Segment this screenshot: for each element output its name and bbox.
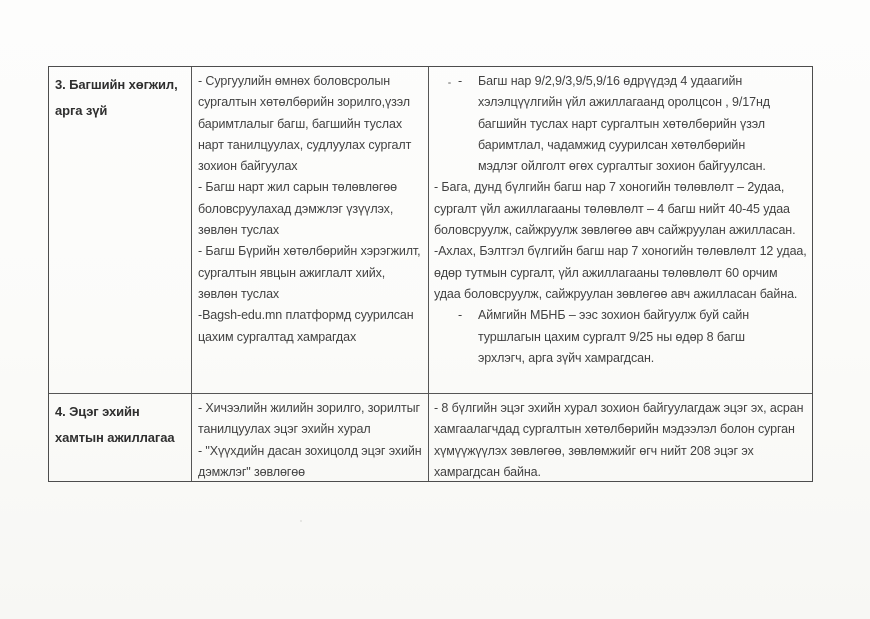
plan-paragraph: -Bagsh-edu.mn платформд суурилсан цахим сургалтад хамрагдах <box>198 308 414 344</box>
plan-paragraph: - Багш нарт жил сарын төлөвлөгөө боловсруулахад дэмжлэг үзүүлэх, зөвлөн туслах <box>198 180 397 238</box>
row4-result-cell <box>429 394 812 481</box>
result-text: Багш нар 9/2,9/3,9/5,9/16 өдрүүдэд 4 удаагийн хэлэлцүүлгийн үйл ажиллагаанд оролцсон , 9/17нд багшийн туслах нарт сургалтын хөтөлбөрийн үзэл баримтлал, чадамжид суурилсан хөтөлбөрийн мэдлэг ойлголт өгөх сургалтыг зохион байгуулсан. <box>478 74 770 174</box>
row4-plan-cell <box>192 394 429 481</box>
scan-speck <box>448 82 451 84</box>
result-bullet-item <box>434 305 807 369</box>
plan-paragraph: - Хичээлийн жилийн зорилго, зорилтыг танилцуулах эцэг эхийн хурал <box>198 401 420 437</box>
row3-result-cell <box>429 67 812 394</box>
bullet-dash: - <box>458 74 463 88</box>
row3-title: 3. Багшийн хөгжил, арга зүй <box>55 77 178 118</box>
plan-paragraph: - Сургуулийн өмнөх боловсролын сургалтын хөтөлбөрийн зорилго,үзэл баримтлалыг багш, багшийн туслах нарт танилцуулах, судлуулах сургалт зохион байгуулах <box>198 74 412 174</box>
row4-title: 4. Эцэг эхийн хамтын ажиллагаа <box>55 404 175 445</box>
result-text: Аймгийн МБНБ – ээс зохион байгуулж буй сайн туршлагын цахим сургалт 9/25 ны өдөр 8 багш эрхлэгч, арга зүйч хамрагдсан. <box>478 308 750 365</box>
row3-plan-cell <box>192 67 429 394</box>
result-paragraph: - Бага, дунд бүлгийн багш нар 7 хоногийн төлөвлөлт – 2удаа, сургалт үйл ажиллагааны төлөвлөлт – 4 багш нийт 40-45 удаа боловсруулж, сайжруулж зөвлөгөө авч сайжруулан ажилласан. <box>434 180 796 238</box>
bullet-dash: - <box>458 308 463 323</box>
result-paragraph: -Ахлах, Бэлтгэл бүлгийн багш нар 7 хоногийн төлөвлөлт 12 удаа, өдөр тутмын сургалт, үйл ажиллагааны төлөвлөлт 60 орчим удаа боловсруулж, сайжруулан зөвлөгөө авч ажилласан байна. <box>434 244 807 301</box>
activity-report-table <box>48 66 813 482</box>
result-bullet-item <box>434 71 807 177</box>
plan-paragraph: - "Хүүхдийн дасан зохицолд эцэг эхийн дэмжлэг" зөвлөгөө <box>198 443 422 479</box>
row3-title-cell <box>49 67 192 394</box>
scan-speck <box>300 520 302 522</box>
plan-paragraph: - Багш Бүрийн хөтөлбөрийн хэрэгжилт, сургалтын явцын ажиглалт хийх, зөвлөн туслах <box>198 244 421 301</box>
result-paragraph: - 8 бүлгийн эцэг эхийн хурал зохион байгуулагдаж эцэг эх, асран хамгаалагчдад сургалтын хөтөлбөрийн мэдээлэл болон сурган хүмүүжүүлэх зөвлөгөө, зөвлөмжийг өгч нийт 208 эцэг эх хамрагдсан байна. <box>434 401 804 479</box>
row4-title-cell <box>49 394 192 481</box>
